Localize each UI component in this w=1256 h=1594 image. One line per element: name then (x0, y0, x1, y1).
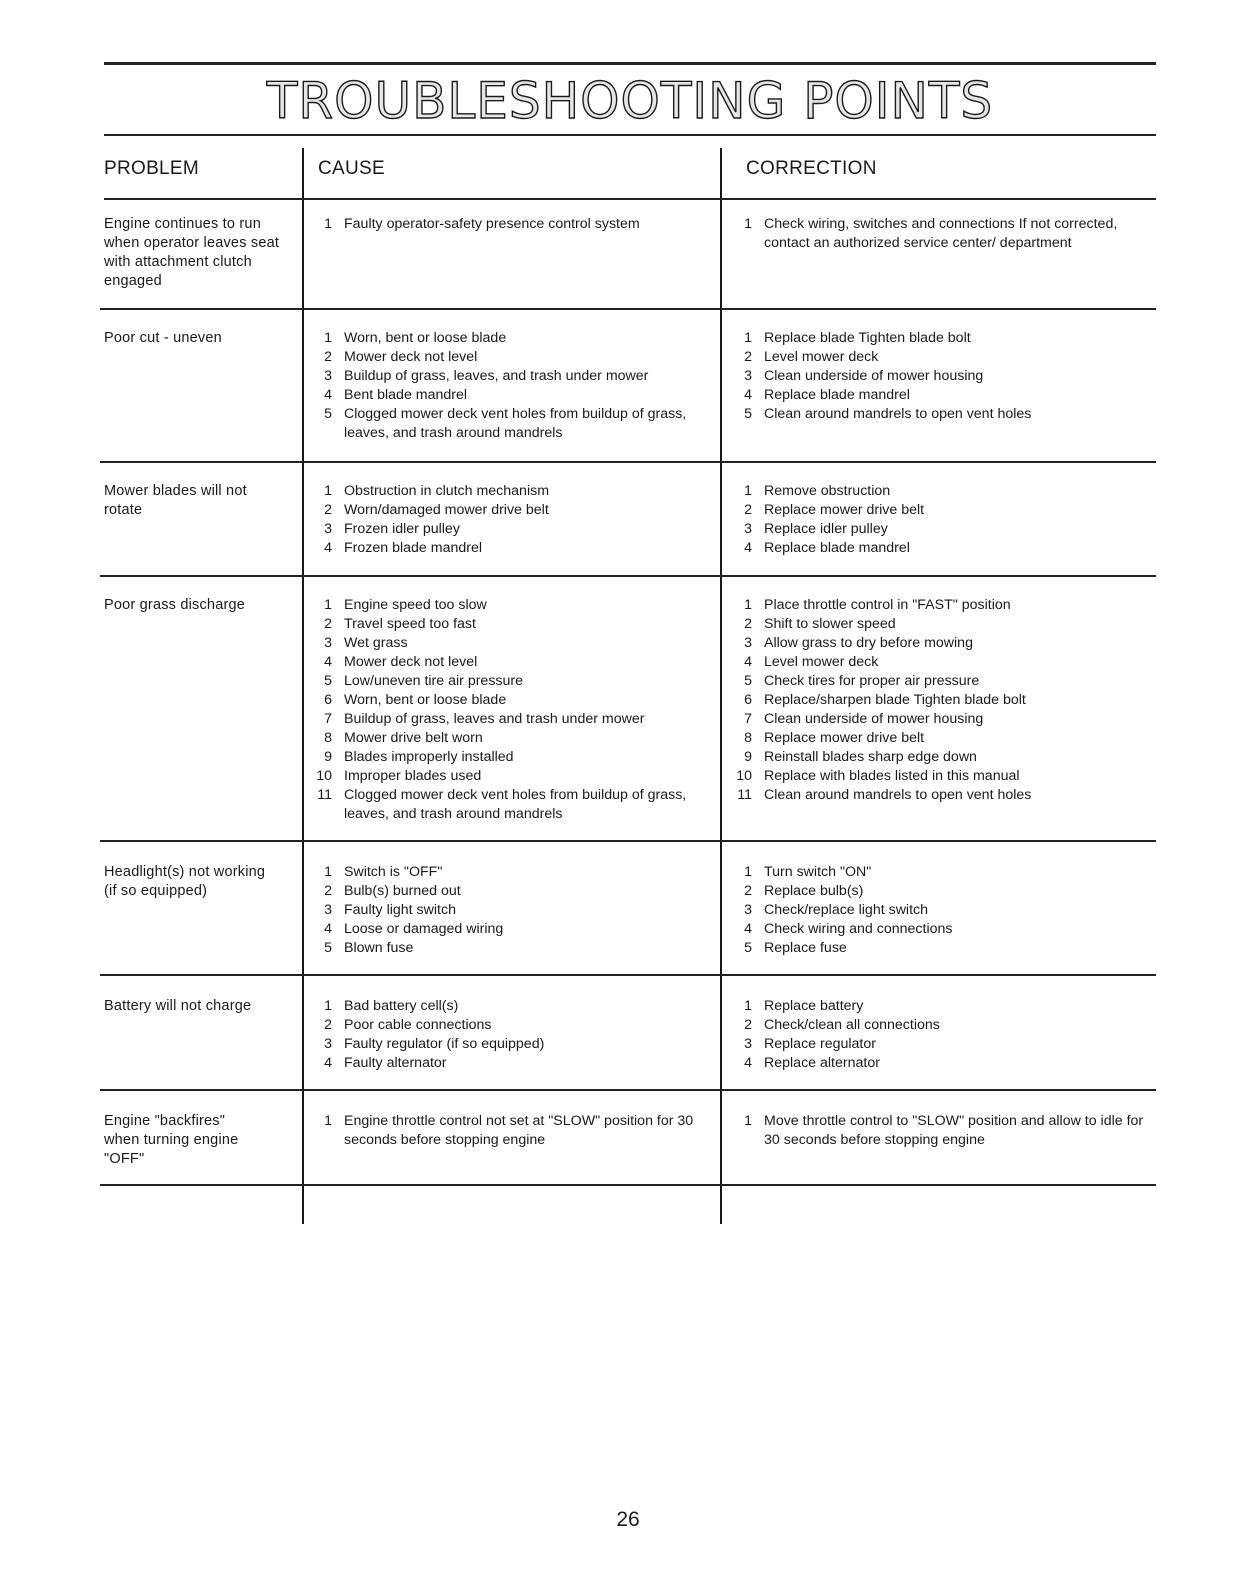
list-item: 5 Blown fuse (324, 940, 414, 956)
list-item: 7 Clean underside of mower housing (744, 711, 984, 727)
correction-list (726, 997, 1146, 1073)
correction-list (726, 1112, 1146, 1150)
list-item: 5 Clean around mandrels to open vent holes (744, 406, 1032, 422)
list-item: 1 Obstruction in clutch mechanism (324, 483, 550, 499)
header-problem: PROBLEM (104, 158, 200, 179)
list-item: 1 Engine speed too slow (324, 597, 487, 613)
row-divider (100, 840, 1156, 842)
problem-text: Poor grass discharge (104, 597, 246, 613)
list-item: 3 Faulty light switch (324, 902, 456, 918)
list-item: 6 Replace/sharpen blade Tighten blade bolt (744, 692, 1026, 708)
list-item: 2 Travel speed too fast (324, 616, 476, 632)
list-item: 11 Clean around mandrels to open vent holes (737, 787, 1032, 803)
list-item: 1 Replace blade Tighten blade bolt (744, 330, 971, 346)
list-item: 2 Shift to slower speed (744, 616, 896, 632)
page-number: 26 (616, 1508, 640, 1531)
list-item: 1 Faulty operator-safety presence control system (324, 216, 640, 232)
correction-list (726, 863, 1146, 958)
cause-list (306, 596, 701, 824)
list-item: 4 Replace blade mandrel (744, 540, 910, 556)
list-item: 7 Buildup of grass, leaves and trash under mower (324, 711, 645, 727)
list-item: 3 Check/replace light switch (744, 902, 929, 918)
problem-text: Battery will not charge (104, 998, 252, 1014)
list-item: 1 Bad battery cell(s) (324, 998, 459, 1014)
list-item: 2 Mower deck not level (324, 349, 478, 365)
row-divider (100, 1184, 1156, 1186)
list-item: 4 Replace alternator (744, 1055, 880, 1071)
problem-text: Mower blades will not rotate (104, 483, 247, 518)
list-item: 10 Improper blades used (316, 768, 482, 784)
list-item: 3 Replace regulator (744, 1036, 876, 1052)
list-item: 2 Check/clean all connections (744, 1017, 940, 1033)
list-item: 3 Wet grass (324, 635, 408, 651)
list-item: 4 Mower deck not level (324, 654, 478, 670)
problem-text: Engine continues to run when operator leaves seat with attachment clutch engaged (104, 216, 280, 289)
cause-list (306, 1112, 701, 1150)
correction-list (726, 596, 1146, 805)
cause-list (306, 997, 701, 1073)
list-item: 1 Turn switch "ON" (744, 864, 872, 880)
row-divider (100, 1089, 1156, 1091)
list-item: 4 Bent blade mandrel (324, 387, 468, 403)
list-item: 1 Replace battery (744, 998, 864, 1014)
row-divider (100, 575, 1156, 577)
list-item: 1 Check wiring, switches and connections If not corrected, contact an authorized service center/ department (744, 216, 1118, 251)
cause-list (306, 863, 701, 958)
cause-list (306, 482, 701, 558)
list-item: 6 Worn, bent or loose blade (324, 692, 507, 708)
row-divider (100, 974, 1156, 976)
list-item: 1 Worn, bent or loose blade (324, 330, 507, 346)
list-item: 1 Engine throttle control not set at "SLOW" position for 30 seconds before stopping engine (324, 1113, 694, 1148)
list-item: 5 Clogged mower deck vent holes from buildup of grass, leaves, and trash around mandrels (324, 406, 687, 441)
list-item: 1 Remove obstruction (744, 483, 891, 499)
title-rule (104, 134, 1156, 136)
list-item: 10 Replace with blades listed in this manual (736, 768, 1020, 784)
list-item: 2 Bulb(s) burned out (324, 883, 461, 899)
row-divider (100, 308, 1156, 310)
list-item: 3 Frozen idler pulley (324, 521, 460, 537)
list-item: 8 Mower drive belt worn (324, 730, 483, 746)
correction-list (726, 482, 1146, 558)
list-item: 3 Allow grass to dry before mowing (744, 635, 973, 651)
page-title: TROUBLESHOOTING POINTS (266, 72, 994, 130)
problem-text: Headlight(s) not working (if so equipped) (104, 864, 266, 899)
cause-list (306, 329, 701, 443)
list-item: 4 Replace blade mandrel (744, 387, 910, 403)
correction-list (726, 329, 1146, 424)
list-item: 2 Worn/damaged mower drive belt (324, 502, 549, 518)
list-item: 9 Blades improperly installed (324, 749, 514, 765)
list-item: 3 Replace idler pulley (744, 521, 888, 537)
list-item: 4 Check wiring and connections (744, 921, 953, 937)
list-item: 1 Move throttle control to "SLOW" position and allow to idle for 30 seconds before stopping engine (744, 1113, 1144, 1148)
list-item: 1 Switch is "OFF" (324, 864, 443, 880)
list-item: 5 Check tires for proper air pressure (744, 673, 980, 689)
list-item: 2 Level mower deck (744, 349, 879, 365)
top-rule (104, 62, 1156, 65)
list-item: 3 Faulty regulator (if so equipped) (324, 1036, 545, 1052)
list-item: 5 Low/uneven tire air pressure (324, 673, 524, 689)
list-item: 2 Poor cable connections (324, 1017, 492, 1033)
list-item: 4 Level mower deck (744, 654, 879, 670)
list-item: 1 Place throttle control in "FAST" position (744, 597, 1011, 613)
row-divider (100, 461, 1156, 463)
correction-list (726, 215, 1146, 253)
cause-list (306, 215, 701, 234)
list-item: 4 Frozen blade mandrel (324, 540, 483, 556)
problem-text: Poor cut - uneven (104, 330, 222, 346)
header-correction: CORRECTION (746, 158, 877, 179)
list-item: 11 Clogged mower deck vent holes from buildup of grass, leaves, and trash around mandrels (317, 787, 687, 822)
list-item: 4 Faulty alternator (324, 1055, 447, 1071)
list-item: 3 Clean underside of mower housing (744, 368, 984, 384)
list-item: 2 Replace mower drive belt (744, 502, 925, 518)
list-item: 9 Reinstall blades sharp edge down (744, 749, 977, 765)
list-item: 5 Replace fuse (744, 940, 847, 956)
header-rule (104, 198, 1156, 200)
list-item: 4 Loose or damaged wiring (324, 921, 504, 937)
list-item: 8 Replace mower drive belt (744, 730, 925, 746)
list-item: 2 Replace bulb(s) (744, 883, 864, 899)
list-item: 3 Buildup of grass, leaves, and trash under mower (324, 368, 649, 384)
header-cause: CAUSE (318, 158, 385, 179)
problem-text: Engine "backfires" when turning engine "OFF" (104, 1113, 239, 1167)
